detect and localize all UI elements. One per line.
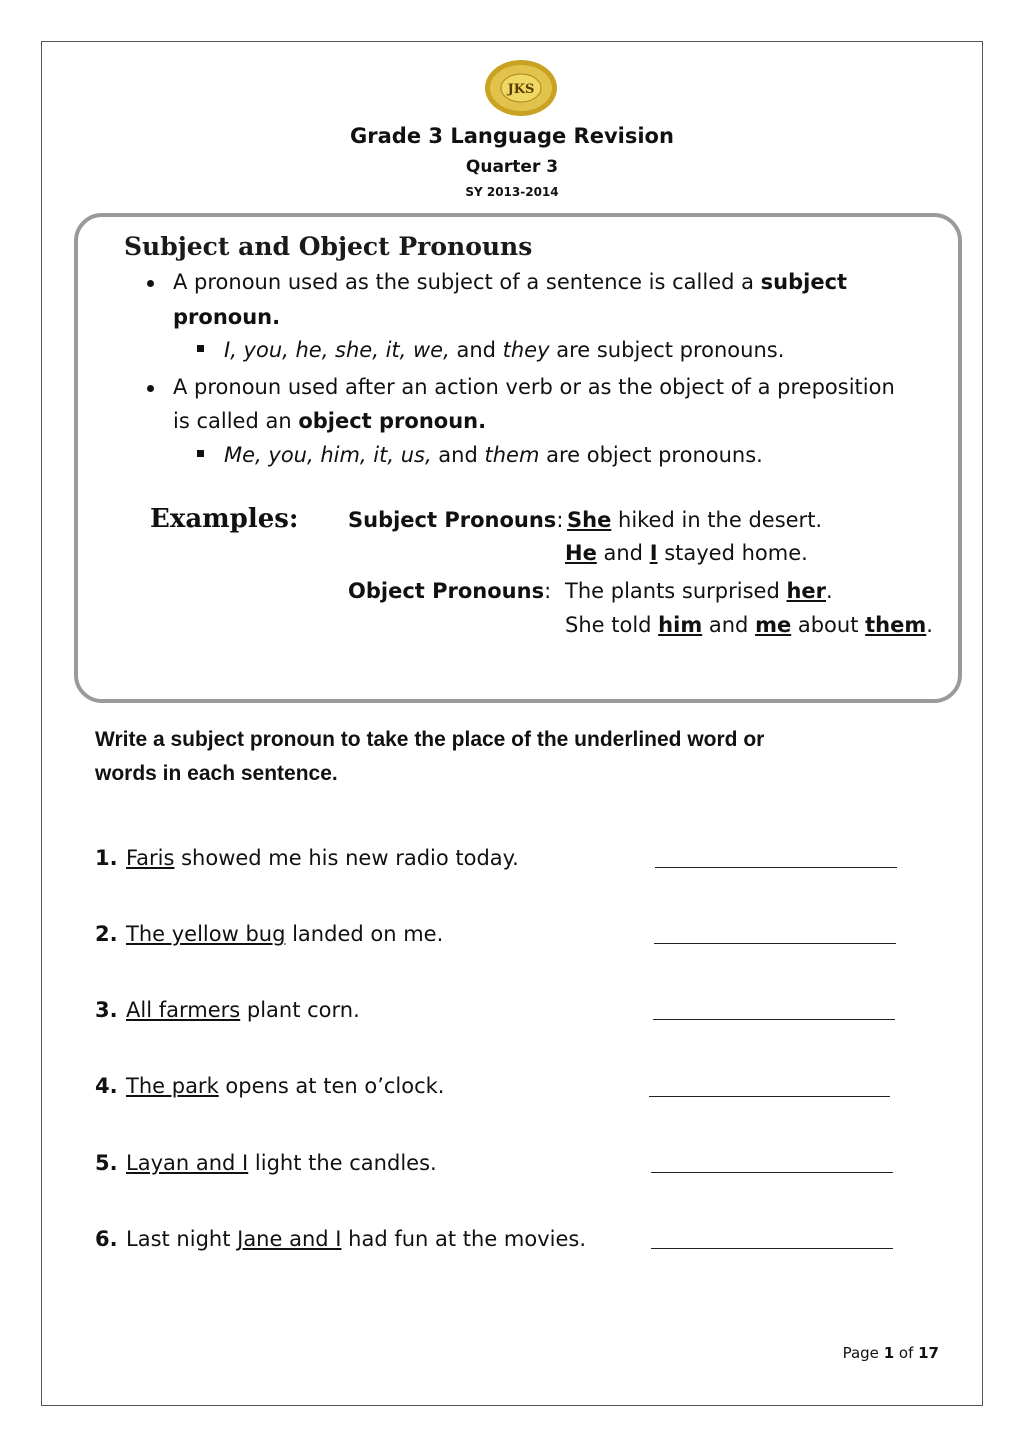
object-pronouns-label: Object Pronouns: <box>348 579 552 603</box>
worksheet-title: Grade 3 Language Revision <box>350 124 674 148</box>
question-2: 2. The yellow bug landed on me. <box>95 922 444 946</box>
school-logo <box>483 58 559 118</box>
answer-blank-5[interactable] <box>651 1172 893 1173</box>
square-bullet-icon <box>197 450 204 457</box>
question-3: 3. All farmers plant corn. <box>95 998 360 1022</box>
answer-blank-2[interactable] <box>654 943 896 944</box>
answer-blank-3[interactable] <box>653 1019 895 1020</box>
instructions-line-2: words in each sentence. <box>95 762 338 785</box>
question-1: 1. Faris showed me his new radio today. <box>95 846 519 870</box>
instructions-line-1: Write a subject pronoun to take the place of the underlined word or <box>95 728 765 751</box>
page-number: Page 1 of 17 <box>842 1344 939 1362</box>
square-bullet-icon <box>197 345 204 352</box>
answer-blank-4[interactable] <box>649 1096 890 1097</box>
object-example-1: The plants surprised her. <box>565 579 833 603</box>
bullet-icon <box>147 280 154 287</box>
question-5: 5. Layan and I light the candles. <box>95 1151 437 1175</box>
object-example-2: She told him and me about them. <box>565 613 933 637</box>
answer-blank-6[interactable] <box>651 1248 893 1249</box>
logo-text: JKS <box>507 82 535 97</box>
bullet-icon <box>147 385 154 392</box>
bullet-2-line-2: is called an object pronoun. <box>173 409 487 433</box>
school-year: SY 2013-2014 <box>465 185 559 199</box>
quarter-label: Quarter 3 <box>465 157 559 177</box>
answer-blank-1[interactable] <box>655 867 897 868</box>
subject-example-1: She hiked in the desert. <box>567 508 823 532</box>
question-4: 4. The park opens at ten o’clock. <box>95 1074 445 1098</box>
bullet-2-line-1: A pronoun used after an action verb or as the object of a preposition <box>173 375 895 399</box>
object-pronoun-list: Me, you, him, it, us, and them are object pronouns. <box>224 443 763 467</box>
subject-example-2: He and I stayed home. <box>565 541 808 565</box>
bullet-1-line-1: A pronoun used as the subject of a sentence is called a subject <box>173 270 848 294</box>
question-6: 6. Last night Jane and I had fun at the movies. <box>95 1227 587 1251</box>
subject-pronouns-label: Subject Pronouns: <box>348 508 564 532</box>
bullet-1-line-2: pronoun. <box>173 305 281 329</box>
examples-label: Examples: <box>150 504 299 534</box>
rule-box-title: Subject and Object Pronouns <box>124 232 533 261</box>
subject-pronoun-list: I, you, he, she, it, we, and they are subject pronouns. <box>224 338 785 362</box>
